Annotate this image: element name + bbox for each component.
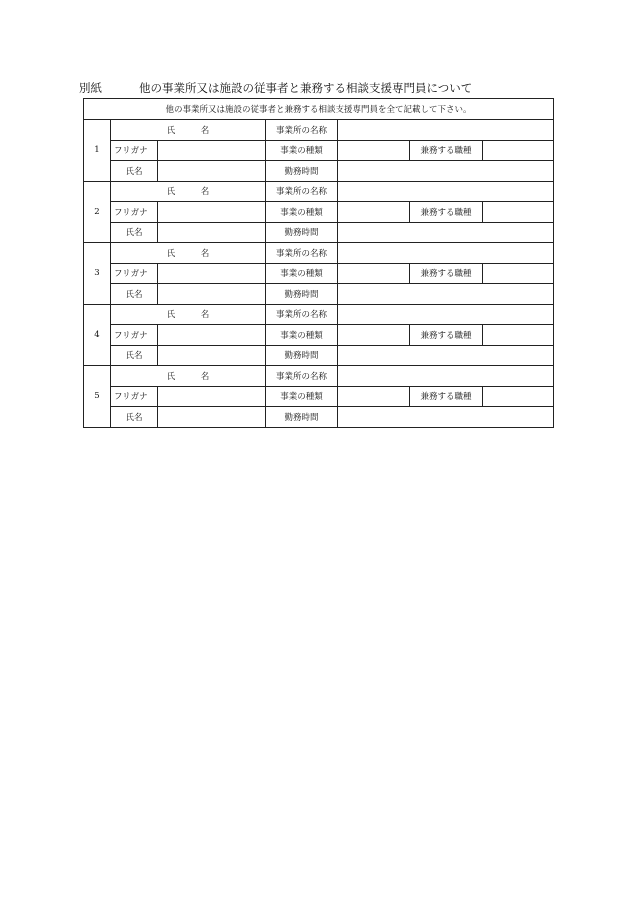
office-name-label: 事業所の名称: [266, 181, 338, 202]
furigana-label: フリガナ: [111, 263, 158, 284]
staff-table: [83, 98, 554, 428]
business-type-field-1[interactable]: [338, 140, 410, 161]
business-type-label: 事業の種類: [266, 263, 338, 284]
name-header-label: 氏 名: [111, 304, 266, 325]
office-name-field-3[interactable]: [338, 243, 554, 264]
work-hours-label: 勤務時間: [266, 161, 338, 182]
office-name-field-4[interactable]: [338, 304, 554, 325]
concurrent-job-label: 兼務する職種: [410, 140, 483, 161]
furigana-label: フリガナ: [111, 140, 158, 161]
office-name-label: 事業所の名称: [266, 366, 338, 387]
staff-1-row-office: [84, 120, 554, 141]
name-label: 氏名: [111, 161, 158, 182]
work-hours-label: 勤務時間: [266, 407, 338, 428]
name-label: 氏名: [111, 345, 158, 366]
furigana-label: フリガナ: [111, 386, 158, 407]
name-field-4[interactable]: [158, 345, 266, 366]
furigana-field-4[interactable]: [158, 325, 266, 346]
staff-number-5: 5: [84, 366, 111, 428]
work-hours-label: 勤務時間: [266, 284, 338, 305]
furigana-field-5[interactable]: [158, 386, 266, 407]
furigana-field-1[interactable]: [158, 140, 266, 161]
office-name-label: 事業所の名称: [266, 243, 338, 264]
staff-3-row-name: [84, 284, 554, 305]
staff-1-row-name: [84, 161, 554, 182]
name-label: 氏名: [111, 222, 158, 243]
work-hours-field-4[interactable]: [338, 345, 554, 366]
name-header-label: 氏 名: [111, 181, 266, 202]
name-field-1[interactable]: [158, 161, 266, 182]
office-name-label: 事業所の名称: [266, 120, 338, 141]
staff-2-row-office: [84, 181, 554, 202]
concurrent-job-field-3[interactable]: [483, 263, 554, 284]
concurrent-job-label: 兼務する職種: [410, 386, 483, 407]
concurrent-job-label: 兼務する職種: [410, 325, 483, 346]
staff-4-row-furigana: [84, 325, 554, 346]
staff-number-2: 2: [84, 181, 111, 243]
office-name-field-5[interactable]: [338, 366, 554, 387]
name-header-label: 氏 名: [111, 243, 266, 264]
name-label: 氏名: [111, 284, 158, 305]
work-hours-label: 勤務時間: [266, 345, 338, 366]
concurrent-job-field-4[interactable]: [483, 325, 554, 346]
staff-4-row-office: [84, 304, 554, 325]
work-hours-field-1[interactable]: [338, 161, 554, 182]
name-field-3[interactable]: [158, 284, 266, 305]
concurrent-job-field-1[interactable]: [483, 140, 554, 161]
staff-5-row-office: [84, 366, 554, 387]
name-field-2[interactable]: [158, 222, 266, 243]
office-name-field-2[interactable]: [338, 181, 554, 202]
business-type-field-3[interactable]: [338, 263, 410, 284]
business-type-field-2[interactable]: [338, 202, 410, 223]
business-type-label: 事業の種類: [266, 386, 338, 407]
staff-4-row-name: [84, 345, 554, 366]
furigana-label: フリガナ: [111, 325, 158, 346]
staff-number-1: 1: [84, 120, 111, 182]
name-field-5[interactable]: [158, 407, 266, 428]
document-header: [79, 80, 559, 96]
staff-5-row-furigana: [84, 386, 554, 407]
work-hours-field-5[interactable]: [338, 407, 554, 428]
business-type-label: 事業の種類: [266, 325, 338, 346]
staff-1-row-furigana: [84, 140, 554, 161]
staff-2-row-furigana: [84, 202, 554, 223]
office-name-label: 事業所の名称: [266, 304, 338, 325]
concurrent-job-field-5[interactable]: [483, 386, 554, 407]
attachment-label: 別紙: [79, 81, 102, 95]
document-title: 他の事業所又は施設の従事者と兼務する相談支援専門員について: [139, 81, 473, 95]
name-header-label: 氏 名: [111, 366, 266, 387]
staff-3-row-office: [84, 243, 554, 264]
furigana-field-2[interactable]: [158, 202, 266, 223]
furigana-label: フリガナ: [111, 202, 158, 223]
staff-number-4: 4: [84, 304, 111, 366]
concurrent-job-label: 兼務する職種: [410, 263, 483, 284]
work-hours-field-2[interactable]: [338, 222, 554, 243]
note-row: [84, 99, 554, 120]
name-label: 氏名: [111, 407, 158, 428]
staff-number-3: 3: [84, 243, 111, 305]
concurrent-job-field-2[interactable]: [483, 202, 554, 223]
concurrent-job-label: 兼務する職種: [410, 202, 483, 223]
table-note: 他の事業所又は施設の従事者と兼務する相談支援専門員を全て記載して下さい。: [84, 99, 554, 120]
staff-2-row-name: [84, 222, 554, 243]
furigana-field-3[interactable]: [158, 263, 266, 284]
staff-5-row-name: [84, 407, 554, 428]
business-type-label: 事業の種類: [266, 202, 338, 223]
work-hours-label: 勤務時間: [266, 222, 338, 243]
work-hours-field-3[interactable]: [338, 284, 554, 305]
office-name-field-1[interactable]: [338, 120, 554, 141]
business-type-field-4[interactable]: [338, 325, 410, 346]
staff-3-row-furigana: [84, 263, 554, 284]
business-type-label: 事業の種類: [266, 140, 338, 161]
business-type-field-5[interactable]: [338, 386, 410, 407]
name-header-label: 氏 名: [111, 120, 266, 141]
